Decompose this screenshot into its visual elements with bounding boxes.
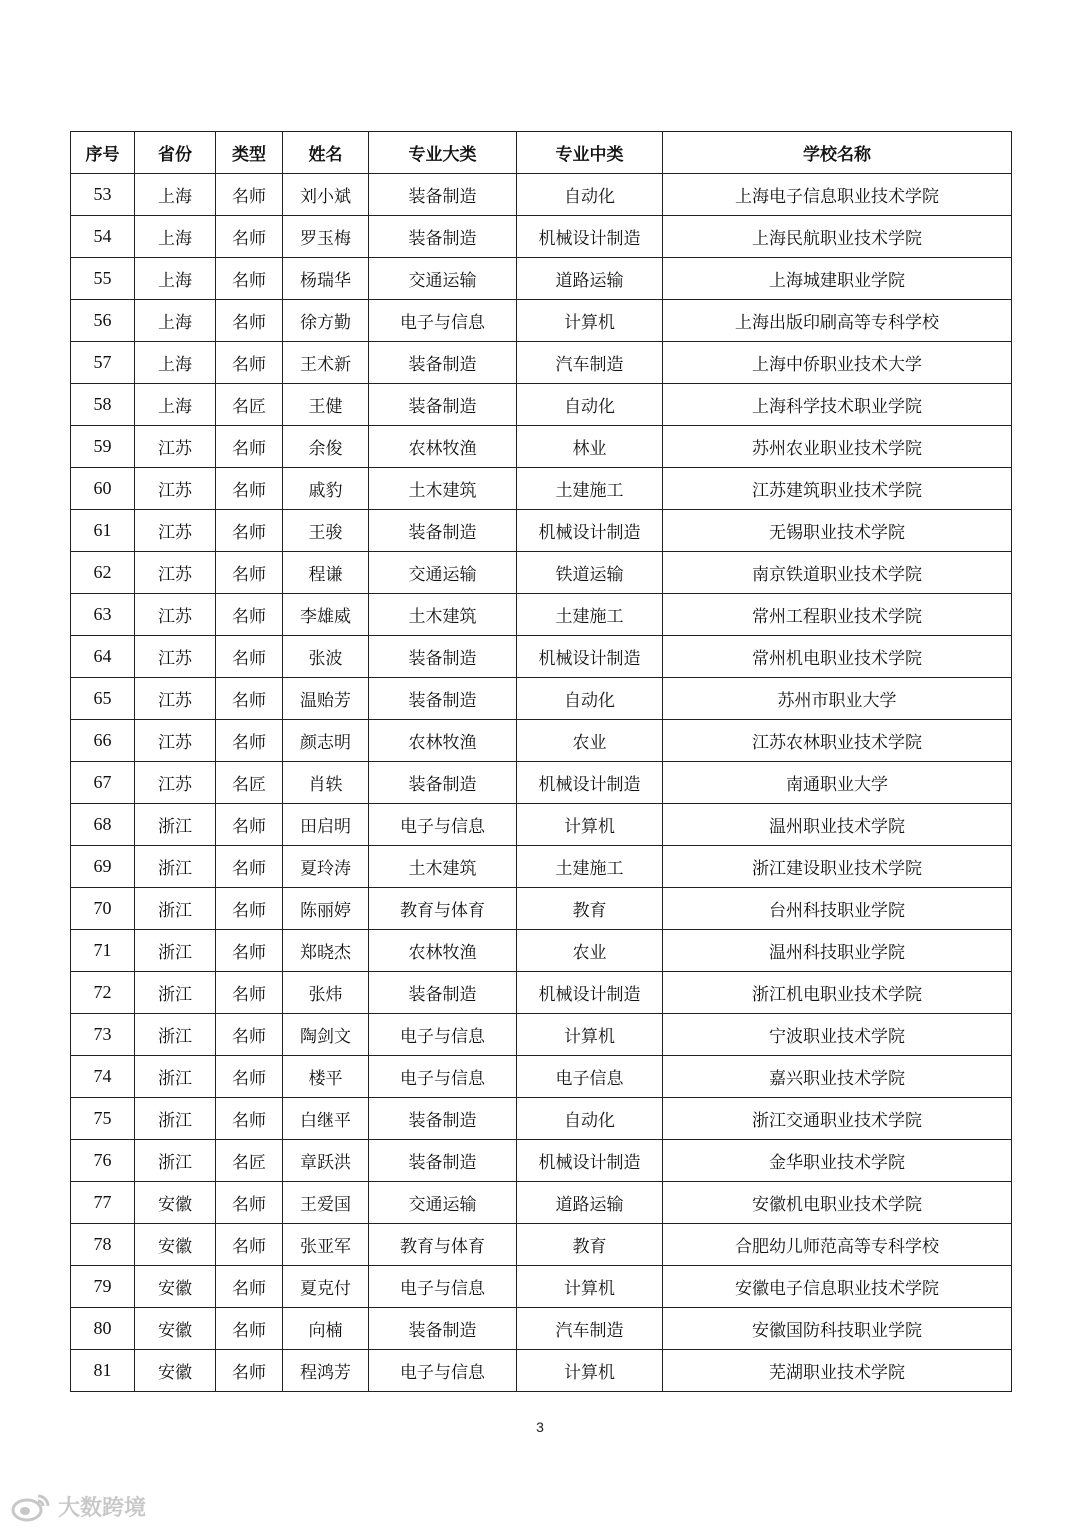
cell-province: 上海 (135, 216, 216, 258)
cell-major-category: 电子与信息 (369, 1266, 517, 1308)
cell-type: 名匠 (216, 762, 283, 804)
cell-major-subcategory: 自动化 (517, 174, 663, 216)
cell-major-subcategory: 计算机 (517, 1350, 663, 1392)
table-row (71, 846, 1012, 888)
cell-major-subcategory: 铁道运输 (517, 552, 663, 594)
cell-name: 向楠 (283, 1308, 369, 1350)
cell-school-name: 安徽电子信息职业技术学院 (663, 1266, 1012, 1308)
cell-name: 徐方勤 (283, 300, 369, 342)
cell-type: 名师 (216, 1350, 283, 1392)
cell-school-name: 常州机电职业技术学院 (663, 636, 1012, 678)
cell-name: 李雄威 (283, 594, 369, 636)
cell-major-category: 交通运输 (369, 552, 517, 594)
staff-table-container (70, 131, 1011, 1392)
table-row (71, 384, 1012, 426)
cell-major-category: 电子与信息 (369, 1014, 517, 1056)
cell-major-category: 电子与信息 (369, 1350, 517, 1392)
cell-province: 浙江 (135, 888, 216, 930)
table-row (71, 1056, 1012, 1098)
cell-school-name: 南通职业大学 (663, 762, 1012, 804)
cell-index: 66 (71, 720, 135, 762)
watermark (10, 1490, 146, 1522)
cell-school-name: 江苏农林职业技术学院 (663, 720, 1012, 762)
cell-major-category: 电子与信息 (369, 804, 517, 846)
cell-school-name: 芜湖职业技术学院 (663, 1350, 1012, 1392)
cell-province: 安徽 (135, 1350, 216, 1392)
cell-major-category: 土木建筑 (369, 468, 517, 510)
cell-province: 江苏 (135, 594, 216, 636)
cell-province: 上海 (135, 342, 216, 384)
cell-major-category: 农林牧渔 (369, 426, 517, 468)
header-major-subcategory: 专业中类 (517, 132, 663, 174)
table-row (71, 1140, 1012, 1182)
cell-type: 名师 (216, 1182, 283, 1224)
cell-major-subcategory: 机械设计制造 (517, 762, 663, 804)
cell-school-name: 江苏建筑职业技术学院 (663, 468, 1012, 510)
cell-province: 安徽 (135, 1266, 216, 1308)
cell-name: 程谦 (283, 552, 369, 594)
table-body (71, 174, 1012, 1392)
table-row (71, 888, 1012, 930)
cell-major-category: 教育与体育 (369, 888, 517, 930)
table-row (71, 1014, 1012, 1056)
cell-index: 54 (71, 216, 135, 258)
cell-province: 上海 (135, 258, 216, 300)
cell-name: 肖轶 (283, 762, 369, 804)
cell-major-subcategory: 林业 (517, 426, 663, 468)
cell-index: 61 (71, 510, 135, 552)
cell-province: 上海 (135, 300, 216, 342)
table-row (71, 216, 1012, 258)
cell-school-name: 苏州市职业大学 (663, 678, 1012, 720)
cell-major-subcategory: 教育 (517, 888, 663, 930)
cell-school-name: 台州科技职业学院 (663, 888, 1012, 930)
cell-major-subcategory: 机械设计制造 (517, 972, 663, 1014)
cell-major-subcategory: 道路运输 (517, 258, 663, 300)
cell-province: 浙江 (135, 804, 216, 846)
cell-index: 65 (71, 678, 135, 720)
cell-name: 楼平 (283, 1056, 369, 1098)
cell-province: 浙江 (135, 1098, 216, 1140)
cell-name: 张亚军 (283, 1224, 369, 1266)
table-header-row (71, 132, 1012, 174)
cell-major-category: 农林牧渔 (369, 720, 517, 762)
cell-type: 名师 (216, 678, 283, 720)
cell-name: 温贻芳 (283, 678, 369, 720)
cell-school-name: 上海民航职业技术学院 (663, 216, 1012, 258)
cell-major-category: 装备制造 (369, 972, 517, 1014)
cell-major-subcategory: 自动化 (517, 678, 663, 720)
cell-school-name: 温州职业技术学院 (663, 804, 1012, 846)
cell-name: 夏玲涛 (283, 846, 369, 888)
table-row (71, 1266, 1012, 1308)
cell-province: 浙江 (135, 846, 216, 888)
cell-name: 余俊 (283, 426, 369, 468)
cell-index: 73 (71, 1014, 135, 1056)
table-row (71, 1098, 1012, 1140)
cell-major-subcategory: 农业 (517, 720, 663, 762)
cell-major-category: 土木建筑 (369, 846, 517, 888)
cell-province: 上海 (135, 174, 216, 216)
cell-type: 名师 (216, 342, 283, 384)
cell-name: 陈丽婷 (283, 888, 369, 930)
cell-major-category: 装备制造 (369, 762, 517, 804)
cell-province: 江苏 (135, 720, 216, 762)
cell-type: 名师 (216, 1308, 283, 1350)
cell-major-subcategory: 计算机 (517, 300, 663, 342)
table-row (71, 720, 1012, 762)
cell-index: 62 (71, 552, 135, 594)
cell-index: 71 (71, 930, 135, 972)
table-row (71, 1350, 1012, 1392)
cell-major-category: 电子与信息 (369, 1056, 517, 1098)
cell-school-name: 温州科技职业学院 (663, 930, 1012, 972)
cell-type: 名匠 (216, 1140, 283, 1182)
cell-school-name: 上海中侨职业技术大学 (663, 342, 1012, 384)
cell-type: 名师 (216, 468, 283, 510)
cell-school-name: 合肥幼儿师范高等专科学校 (663, 1224, 1012, 1266)
table-row (71, 972, 1012, 1014)
table-row (71, 1182, 1012, 1224)
table-row (71, 468, 1012, 510)
cell-index: 59 (71, 426, 135, 468)
cell-index: 77 (71, 1182, 135, 1224)
cell-major-subcategory: 土建施工 (517, 594, 663, 636)
cell-major-subcategory: 汽车制造 (517, 342, 663, 384)
cell-major-category: 装备制造 (369, 678, 517, 720)
weibo-logo-icon (10, 1490, 52, 1522)
cell-major-category: 装备制造 (369, 510, 517, 552)
cell-index: 78 (71, 1224, 135, 1266)
cell-school-name: 上海电子信息职业技术学院 (663, 174, 1012, 216)
cell-name: 章跃洪 (283, 1140, 369, 1182)
cell-name: 张波 (283, 636, 369, 678)
cell-province: 安徽 (135, 1224, 216, 1266)
cell-name: 颜志明 (283, 720, 369, 762)
cell-major-category: 装备制造 (369, 1098, 517, 1140)
cell-name: 罗玉梅 (283, 216, 369, 258)
cell-school-name: 无锡职业技术学院 (663, 510, 1012, 552)
teacher-list-table (70, 131, 1012, 1392)
cell-type: 名师 (216, 174, 283, 216)
cell-province: 江苏 (135, 678, 216, 720)
cell-index: 72 (71, 972, 135, 1014)
cell-name: 杨瑞华 (283, 258, 369, 300)
cell-major-category: 装备制造 (369, 636, 517, 678)
table-row (71, 594, 1012, 636)
cell-major-category: 装备制造 (369, 342, 517, 384)
cell-major-subcategory: 土建施工 (517, 468, 663, 510)
cell-index: 64 (71, 636, 135, 678)
cell-type: 名师 (216, 216, 283, 258)
cell-type: 名师 (216, 720, 283, 762)
cell-major-category: 电子与信息 (369, 300, 517, 342)
cell-major-category: 土木建筑 (369, 594, 517, 636)
cell-index: 58 (71, 384, 135, 426)
cell-major-category: 交通运输 (369, 1182, 517, 1224)
cell-type: 名师 (216, 846, 283, 888)
cell-province: 江苏 (135, 468, 216, 510)
cell-province: 江苏 (135, 762, 216, 804)
cell-type: 名师 (216, 972, 283, 1014)
cell-major-category: 交通运输 (369, 258, 517, 300)
cell-major-category: 装备制造 (369, 174, 517, 216)
cell-index: 60 (71, 468, 135, 510)
cell-type: 名师 (216, 1266, 283, 1308)
cell-province: 江苏 (135, 636, 216, 678)
cell-index: 81 (71, 1350, 135, 1392)
table-row (71, 1224, 1012, 1266)
cell-major-subcategory: 农业 (517, 930, 663, 972)
cell-major-category: 装备制造 (369, 1308, 517, 1350)
cell-major-subcategory: 土建施工 (517, 846, 663, 888)
cell-province: 安徽 (135, 1308, 216, 1350)
cell-type: 名师 (216, 1098, 283, 1140)
header-type: 类型 (216, 132, 283, 174)
cell-type: 名师 (216, 1014, 283, 1056)
cell-type: 名师 (216, 258, 283, 300)
table-row (71, 426, 1012, 468)
cell-major-category: 装备制造 (369, 1140, 517, 1182)
header-index: 序号 (71, 132, 135, 174)
cell-type: 名师 (216, 888, 283, 930)
cell-index: 80 (71, 1308, 135, 1350)
cell-type: 名师 (216, 594, 283, 636)
cell-school-name: 常州工程职业技术学院 (663, 594, 1012, 636)
cell-province: 浙江 (135, 1140, 216, 1182)
cell-major-subcategory: 自动化 (517, 1098, 663, 1140)
table-row (71, 762, 1012, 804)
cell-province: 浙江 (135, 1056, 216, 1098)
cell-type: 名师 (216, 1056, 283, 1098)
cell-school-name: 浙江机电职业技术学院 (663, 972, 1012, 1014)
cell-name: 王骏 (283, 510, 369, 552)
cell-type: 名匠 (216, 384, 283, 426)
cell-index: 70 (71, 888, 135, 930)
cell-type: 名师 (216, 1224, 283, 1266)
cell-province: 江苏 (135, 552, 216, 594)
table-row (71, 342, 1012, 384)
cell-school-name: 上海城建职业学院 (663, 258, 1012, 300)
cell-major-subcategory: 机械设计制造 (517, 1140, 663, 1182)
table-row (71, 300, 1012, 342)
table-row (71, 174, 1012, 216)
cell-index: 75 (71, 1098, 135, 1140)
cell-school-name: 上海出版印刷高等专科学校 (663, 300, 1012, 342)
cell-index: 67 (71, 762, 135, 804)
cell-index: 68 (71, 804, 135, 846)
cell-type: 名师 (216, 510, 283, 552)
cell-school-name: 浙江建设职业技术学院 (663, 846, 1012, 888)
cell-province: 浙江 (135, 930, 216, 972)
header-major-category: 专业大类 (369, 132, 517, 174)
cell-major-subcategory: 教育 (517, 1224, 663, 1266)
cell-type: 名师 (216, 300, 283, 342)
cell-type: 名师 (216, 930, 283, 972)
cell-index: 55 (71, 258, 135, 300)
cell-index: 74 (71, 1056, 135, 1098)
cell-school-name: 嘉兴职业技术学院 (663, 1056, 1012, 1098)
cell-name: 戚豹 (283, 468, 369, 510)
cell-major-subcategory: 机械设计制造 (517, 636, 663, 678)
cell-major-subcategory: 道路运输 (517, 1182, 663, 1224)
cell-name: 夏克付 (283, 1266, 369, 1308)
cell-index: 69 (71, 846, 135, 888)
cell-province: 江苏 (135, 510, 216, 552)
cell-school-name: 南京铁道职业技术学院 (663, 552, 1012, 594)
cell-major-subcategory: 计算机 (517, 1014, 663, 1056)
cell-name: 王爱国 (283, 1182, 369, 1224)
cell-name: 张炜 (283, 972, 369, 1014)
cell-type: 名师 (216, 804, 283, 846)
watermark-text: 大数跨境 (58, 1495, 147, 1521)
cell-major-category: 装备制造 (369, 384, 517, 426)
cell-type: 名师 (216, 636, 283, 678)
cell-school-name: 金华职业技术学院 (663, 1140, 1012, 1182)
cell-school-name: 浙江交通职业技术学院 (663, 1098, 1012, 1140)
cell-name: 王健 (283, 384, 369, 426)
cell-school-name: 苏州农业职业技术学院 (663, 426, 1012, 468)
cell-type: 名师 (216, 426, 283, 468)
table-row (71, 930, 1012, 972)
cell-name: 郑晓杰 (283, 930, 369, 972)
cell-major-subcategory: 汽车制造 (517, 1308, 663, 1350)
cell-major-category: 教育与体育 (369, 1224, 517, 1266)
table-row (71, 510, 1012, 552)
cell-major-category: 装备制造 (369, 216, 517, 258)
header-school-name: 学校名称 (663, 132, 1012, 174)
cell-major-subcategory: 计算机 (517, 1266, 663, 1308)
cell-province: 安徽 (135, 1182, 216, 1224)
cell-school-name: 安徽机电职业技术学院 (663, 1182, 1012, 1224)
cell-index: 63 (71, 594, 135, 636)
cell-major-subcategory: 计算机 (517, 804, 663, 846)
cell-major-subcategory: 自动化 (517, 384, 663, 426)
table-row (71, 636, 1012, 678)
cell-type: 名师 (216, 552, 283, 594)
cell-name: 刘小斌 (283, 174, 369, 216)
cell-major-subcategory: 电子信息 (517, 1056, 663, 1098)
cell-province: 上海 (135, 384, 216, 426)
page-number: 3 (536, 1419, 544, 1435)
cell-province: 江苏 (135, 426, 216, 468)
cell-name: 王术新 (283, 342, 369, 384)
cell-index: 76 (71, 1140, 135, 1182)
header-name: 姓名 (283, 132, 369, 174)
cell-name: 程鸿芳 (283, 1350, 369, 1392)
table-row (71, 1308, 1012, 1350)
cell-index: 79 (71, 1266, 135, 1308)
table-row (71, 678, 1012, 720)
cell-school-name: 上海科学技术职业学院 (663, 384, 1012, 426)
cell-school-name: 安徽国防科技职业学院 (663, 1308, 1012, 1350)
cell-major-subcategory: 机械设计制造 (517, 216, 663, 258)
cell-province: 浙江 (135, 972, 216, 1014)
cell-school-name: 宁波职业技术学院 (663, 1014, 1012, 1056)
cell-index: 53 (71, 174, 135, 216)
cell-name: 田启明 (283, 804, 369, 846)
cell-index: 56 (71, 300, 135, 342)
cell-name: 陶剑文 (283, 1014, 369, 1056)
table-row (71, 258, 1012, 300)
cell-major-subcategory: 机械设计制造 (517, 510, 663, 552)
cell-name: 白继平 (283, 1098, 369, 1140)
cell-province: 浙江 (135, 1014, 216, 1056)
header-province: 省份 (135, 132, 216, 174)
table-row (71, 804, 1012, 846)
cell-major-category: 农林牧渔 (369, 930, 517, 972)
table-row (71, 552, 1012, 594)
cell-index: 57 (71, 342, 135, 384)
